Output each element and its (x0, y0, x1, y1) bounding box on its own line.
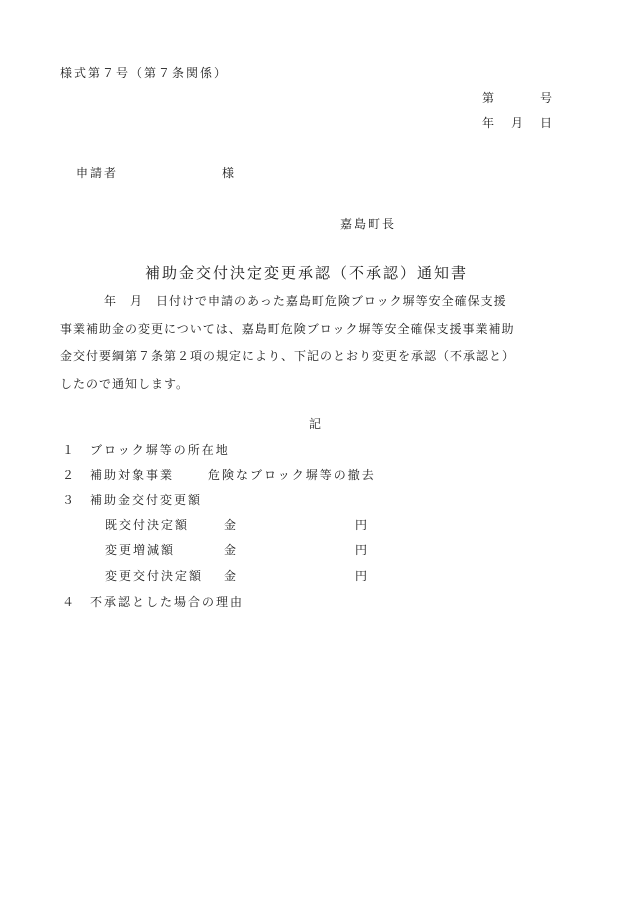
applicant-honorific: 様 (222, 166, 237, 180)
item-number: ３ (62, 493, 77, 507)
amount-label: 既交付決定額 (105, 518, 190, 532)
item-label: 不承認とした場合の理由 (90, 595, 245, 609)
ki-heading: 記 (309, 417, 324, 431)
item-number: ２ (62, 468, 77, 482)
date-day: 日 (540, 116, 555, 130)
item-label: 補助金交付変更額 (90, 493, 203, 507)
date-year: 年 (482, 116, 497, 130)
body-line: 金交付要綱第７条第２項の規定により、下記のとおり変更を承認（不承認と） (60, 349, 516, 363)
amount-kin: 金 (224, 543, 239, 557)
item-label: 補助対象事業 (90, 468, 175, 482)
body-line: 事業補助金の変更については、嘉島町危険ブロック塀等安全確保支援事業補助 (60, 321, 515, 336)
amount-yen: 円 (355, 543, 370, 557)
applicant-label: 申請者 (76, 166, 119, 180)
body-line: 年 月 日付けで申請のあった嘉島町危険ブロック塀等安全確保支援 (104, 294, 507, 308)
amount-yen: 円 (355, 569, 370, 583)
amount-kin: 金 (224, 569, 239, 583)
document-title: 補助金交付決定変更承認（不承認）通知書 (145, 264, 469, 282)
amount-label: 変更増減額 (105, 543, 176, 557)
form-id: 様式第７号（第７条関係） (60, 66, 229, 80)
item-label: ブロック塀等の所在地 (90, 443, 230, 457)
issuer: 嘉島町長 (340, 217, 397, 231)
item-number: １ (62, 443, 77, 457)
number-dai: 第 (482, 91, 497, 105)
amount-kin: 金 (224, 518, 239, 532)
amount-yen: 円 (355, 518, 370, 532)
amount-label: 変更交付決定額 (105, 569, 204, 583)
number-go: 号 (540, 91, 555, 105)
body-line: したので通知します。 (60, 376, 190, 391)
item-value: 危険なブロック塀等の撤去 (208, 468, 376, 482)
date-month: 月 (511, 116, 526, 130)
body-paragraph (60, 288, 560, 398)
item-number: ４ (62, 595, 77, 609)
